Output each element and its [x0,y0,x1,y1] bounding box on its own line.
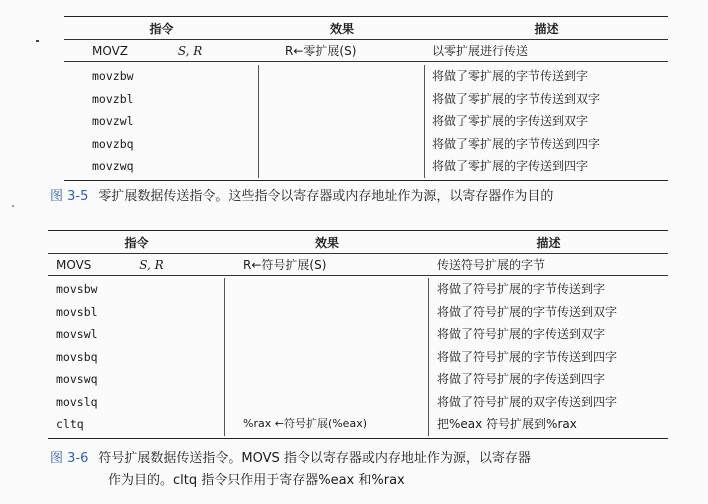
caption-figure-3-5 [50,186,553,208]
description-column [429,278,668,436]
description-cell: 将做了零扩展的字节传送到四字 [432,136,601,151]
table-header-row [48,231,668,253]
header-instruction: 指令 [149,21,174,36]
effect-cell [243,323,428,346]
instruction-cell: movswq [56,372,98,386]
instruction-cell: movslq [56,394,98,409]
effect-cell [243,368,428,391]
effect-cell [265,65,424,88]
effect-cell [243,301,428,324]
effect-cell [265,110,424,133]
effect-cell [243,346,428,369]
figure-label: 图 3-5 [50,189,89,204]
lead-args: S, R [177,43,203,58]
instruction-cell: movswl [56,327,98,341]
description-cell: 将做了零扩展的字节传送到双字 [432,91,601,106]
description-cell: 将做了符号扩展的字传送到双字 [437,327,606,341]
instruction-column [64,65,259,178]
effect-cell: %rax ←符号扩展(%eax) [243,417,367,430]
effect-cell [243,391,428,414]
lead-effect: R←零扩展(S) [285,44,357,58]
caption-figure-3-6 [50,448,690,492]
lead-instruction [64,44,259,58]
lead-args: S, R [139,257,164,272]
table-lead-row [48,253,668,276]
caption-text-line2: 作为目的。cltq 指令只作用于寄存器%eax 和%rax [108,473,405,488]
description-column [425,65,668,178]
effect-cell [265,155,424,178]
caption-text-line1: 符号扩展数据传送指令。MOVS 指令以寄存器或内存地址作为源，以寄存器 [98,451,531,466]
instruction-cell: movsbw [56,282,98,296]
lead-op: MOVS [56,257,92,272]
description-cell: 将做了符号扩展的字传送到四字 [437,372,606,386]
description-cell: 将做了符号扩展的字节传送到双字 [437,304,618,319]
description-cell: 将做了零扩展的字传送到双字 [432,114,589,128]
header-effect: 效果 [329,21,354,36]
lead-description: 传送符号扩展的字节 [437,258,546,272]
instruction-cell: movzwl [92,114,134,128]
header-description: 描述 [534,21,559,36]
description-cell: 将做了零扩展的字节传送到字 [432,69,589,83]
effect-column [259,65,425,178]
caption-text: 零扩展数据传送指令。这些指令以寄存器或内存地址作为源，以寄存器作为目的 [98,189,554,204]
table-lead-row [64,39,668,62]
effect-cell [243,278,428,301]
effect-column [225,278,429,436]
header-instruction: 指令 [124,235,149,250]
description-cell: 将做了符号扩展的字节传送到字 [437,282,606,296]
instruction-column [48,278,225,436]
lead-description: 以零扩展进行传送 [432,44,529,58]
description-cell: 将做了符号扩展的双字传送到四字 [437,394,618,409]
table-header-row [64,17,668,39]
description-cell: 将做了零扩展的字传送到四字 [432,159,589,173]
lead-op: MOVZ [92,43,129,58]
instruction-cell: cltq [56,417,84,431]
instruction-cell: movsbl [56,304,98,319]
table-sign-extend [48,230,668,439]
header-effect: 效果 [314,235,339,250]
effect-cell [265,133,424,156]
header-description: 描述 [536,235,561,250]
instruction-cell: movzbl [92,91,134,106]
table-zero-extend [64,16,668,181]
instruction-cell: movzbq [92,136,134,151]
scan-mark [12,205,14,207]
description-cell: 将做了符号扩展的字节传送到四字 [437,349,618,364]
lead-instruction [48,258,225,272]
instruction-cell: movzbw [92,69,134,83]
description-cell: 把%eax 符号扩展到%rax [437,417,577,431]
effect-cell [265,88,424,111]
scan-mark [36,40,39,42]
instruction-cell: movsbq [56,349,98,364]
figure-label: 图 3-6 [50,451,89,466]
instruction-cell: movzwq [92,159,134,173]
lead-effect: R←符号扩展(S) [243,258,327,272]
